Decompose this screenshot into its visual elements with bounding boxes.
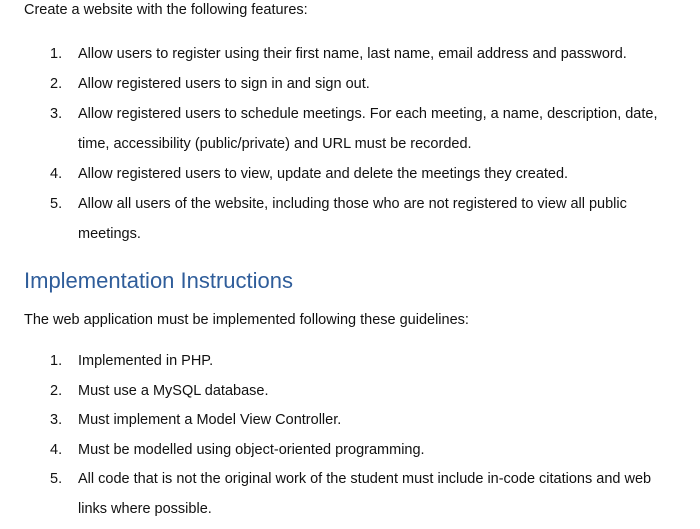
guideline-number: 4. [50, 441, 63, 458]
guidelines-list [0, 347, 700, 525]
feature-item [0, 39, 700, 69]
feature-item [0, 99, 700, 159]
feature-text: Allow users to register using their first name, last name, email address and password. [78, 46, 627, 62]
guideline-text: Must use a MySQL database. [78, 382, 269, 399]
implementation-heading: Implementation Instructions [24, 268, 294, 293]
guideline-item [0, 436, 700, 466]
feature-number: 4. [50, 166, 63, 182]
feature-item [0, 69, 700, 99]
feature-number: 5. [50, 196, 63, 212]
guideline-text: Must be modelled using object-oriented programming. [78, 441, 425, 458]
feature-text: Allow registered users to schedule meetings. For each meeting, a name, description, date, time, accessibility (public/private) and URL must be recorded. [78, 106, 658, 152]
feature-item [0, 159, 700, 189]
guidelines-intro: The web application must be implemented following these guidelines: [24, 312, 469, 328]
guideline-number: 3. [50, 412, 63, 429]
guideline-text: Must implement a Model View Controller. [78, 412, 342, 429]
feature-number: 1. [50, 46, 63, 62]
guideline-item [0, 377, 700, 407]
feature-number: 2. [50, 76, 63, 92]
feature-item [0, 189, 700, 249]
feature-text: Allow registered users to view, update and delete the meetings they created. [78, 166, 569, 182]
guideline-item [0, 465, 700, 524]
features-intro: Create a website with the following features: [24, 2, 308, 18]
guideline-number: 2. [50, 382, 63, 399]
guideline-number: 5. [50, 471, 63, 488]
guideline-item [0, 347, 700, 377]
guideline-number: 1. [50, 353, 63, 369]
guideline-text: Implemented in PHP. [78, 353, 214, 369]
feature-number: 3. [50, 106, 63, 122]
guideline-text: All code that is not the original work of the student must include in-code citations and web links where possible. [78, 471, 652, 517]
feature-text: Allow registered users to sign in and sign out. [78, 76, 370, 92]
feature-text: Allow all users of the website, including those who are not registered to view all public meetings. [78, 196, 627, 242]
features-list [0, 39, 700, 249]
guideline-item [0, 406, 700, 436]
